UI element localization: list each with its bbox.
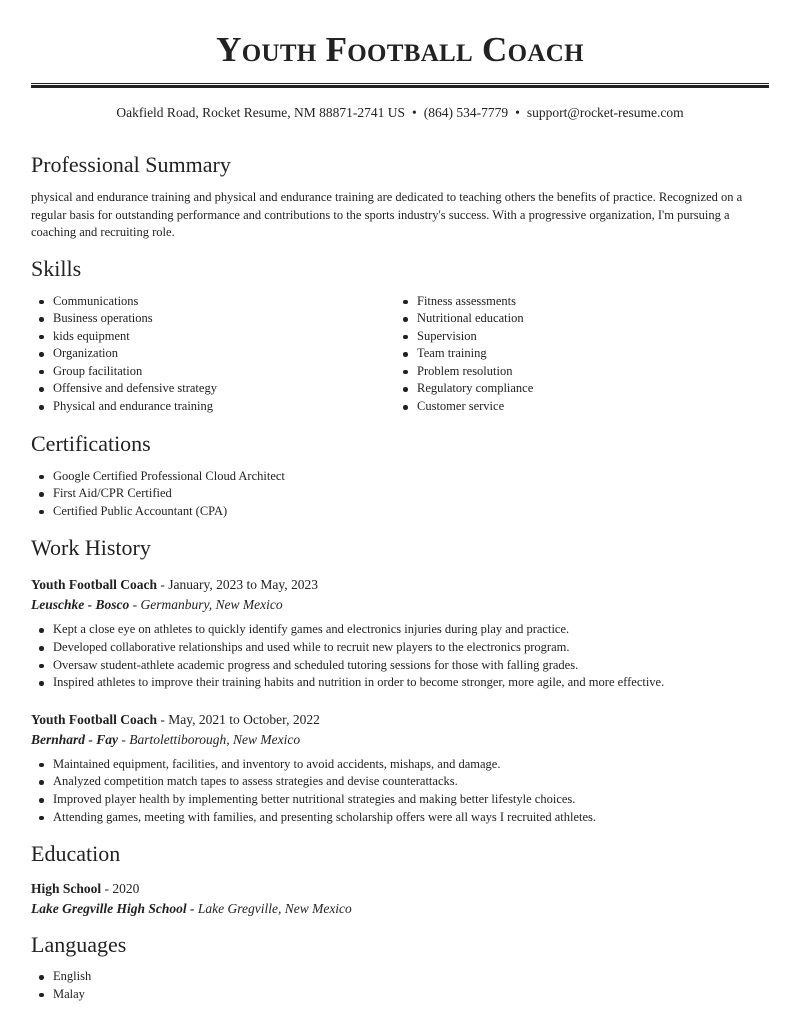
education-degree: High School xyxy=(31,881,102,897)
certification-item: Certified Public Accountant (CPA) xyxy=(31,503,769,521)
skill-item: Problem resolution xyxy=(395,363,759,381)
job-bullet: Improved player health by implementing better nutritional strategies and making better lifestyle choices. xyxy=(31,791,769,809)
skill-item: Organization xyxy=(31,345,395,363)
language-item: English xyxy=(31,968,769,986)
job-bullet: Maintained equipment, facilities, and inventory to avoid accidents, mishaps, and damage. xyxy=(31,756,769,774)
certification-item: Google Certified Professional Cloud Architect xyxy=(31,468,769,486)
education-heading: Education xyxy=(31,841,121,867)
skill-item: Offensive and defensive strategy xyxy=(31,380,395,398)
certification-item: First Aid/CPR Certified xyxy=(31,485,769,503)
skill-item: Regulatory compliance xyxy=(395,380,759,398)
header-divider xyxy=(31,83,769,88)
skills-list-right xyxy=(395,293,759,416)
languages-list xyxy=(31,968,769,1003)
contact-phone: (864) 534-7779 xyxy=(423,105,509,120)
job-entry xyxy=(31,710,769,826)
job-company: Bernhard - Fay xyxy=(31,731,119,747)
skill-item: Group facilitation xyxy=(31,363,395,381)
skill-item: Business operations xyxy=(31,310,395,328)
contact-email: support@rocket-resume.com xyxy=(526,105,684,120)
skills-columns xyxy=(31,293,769,416)
job-dates: - May, 2021 to October, 2022 xyxy=(157,711,320,727)
skill-item: Customer service xyxy=(395,398,759,416)
job-title: Youth Football Coach xyxy=(31,711,158,727)
certifications-heading: Certifications xyxy=(31,430,151,456)
job-bullet: Attending games, meeting with families, and presenting scholarship offers were all ways I recruited athletes. xyxy=(31,809,769,827)
contact-separator: • xyxy=(515,105,520,120)
skills-heading: Skills xyxy=(31,255,82,281)
education-school-line xyxy=(31,899,769,918)
contact-address: Oakfield Road, Rocket Resume, NM 88871-2741 US xyxy=(116,105,406,120)
skills-list-left xyxy=(31,293,395,416)
education-year: - 2020 xyxy=(101,881,140,897)
skill-item: Team training xyxy=(395,345,759,363)
languages-heading: Languages xyxy=(31,932,127,958)
job-company: Leuschke - Bosco xyxy=(31,597,130,613)
summary-heading: Professional Summary xyxy=(31,152,231,177)
skill-item: Supervision xyxy=(395,328,759,346)
education-school: Lake Gregville High School - xyxy=(31,901,195,917)
job-dates: - January, 2023 to May, 2023 xyxy=(157,577,318,593)
job-location: - Bartolettiborough, New Mexico xyxy=(118,731,301,747)
resume-name: Youth Football Coach xyxy=(216,30,584,69)
job-title-line xyxy=(31,710,769,729)
job-bullet: Developed collaborative relationships and used while to recruit new players to the electronics program. xyxy=(31,639,769,657)
work-history-heading: Work History xyxy=(31,535,151,561)
skill-item: Physical and endurance training xyxy=(31,398,395,416)
language-item: Malay xyxy=(31,986,769,1004)
job-company-line xyxy=(31,730,769,749)
summary-text: physical and endurance training and physical and endurance training are dedicated to teaching others the benefits of practice. Recognized on a regular basis for outstanding performance and contributions to the sports industry's success. With a progressive organization, I'm pursuing a coaching and recruiting role. xyxy=(31,190,743,239)
skill-item: Communications xyxy=(31,293,395,311)
skill-item: Fitness assessments xyxy=(395,293,759,311)
contact-line xyxy=(31,104,769,122)
job-bullet: Oversaw student-athlete academic progress and scheduled tutoring sessions for those with falling grades. xyxy=(31,657,769,675)
skill-item: Nutritional education xyxy=(395,310,759,328)
resume-page xyxy=(31,0,769,1003)
skill-item: kids equipment xyxy=(31,328,395,346)
job-title-line xyxy=(31,575,769,594)
job-title: Youth Football Coach xyxy=(31,577,158,593)
job-bullets xyxy=(31,621,769,691)
job-bullet: Kept a close eye on athletes to quickly identify games and electronics injuries during play and practice. xyxy=(31,621,769,639)
job-location: - Germanbury, New Mexico xyxy=(129,597,283,613)
education-location: Lake Gregville, New Mexico xyxy=(194,901,352,917)
education-degree-line xyxy=(31,879,769,898)
job-company-line xyxy=(31,595,769,614)
job-bullets xyxy=(31,756,769,826)
certifications-list xyxy=(31,468,769,521)
job-entry xyxy=(31,575,769,691)
job-bullet: Analyzed competition match tapes to assess strategies and devise counterattacks. xyxy=(31,773,769,791)
contact-separator: • xyxy=(412,105,417,120)
job-bullet: Inspired athletes to improve their training habits and nutrition in order to become stronger, more agile, and more effective. xyxy=(31,674,769,692)
